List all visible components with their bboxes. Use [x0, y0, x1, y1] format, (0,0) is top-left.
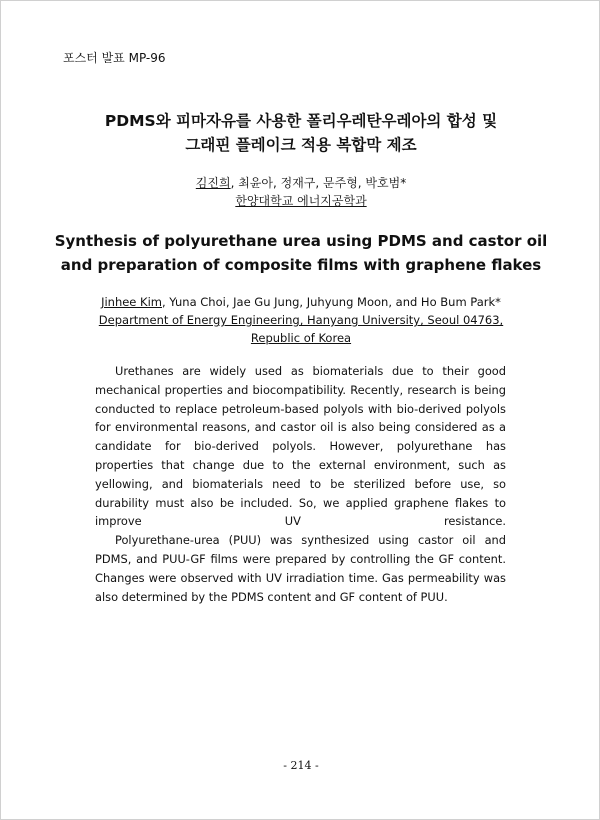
abstract-paragraph-1: Urethanes are widely used as biomaterials due to their good mechanical properties and biocompatibility. Recently, research is being conducted to replace petroleum-based polyols with bio-derived polyols for environmental reasons, and castor oil is also being considered as a candidate for bio-derived polyols. However, polyurethane has properties that change due to the external environment, such as yellowing, and biomaterials need to be sterilized before use, so durability must also be included. So, we applied graphene flakes to improve UV resistance. [95, 364, 506, 529]
session-label: 포스터 발표 MP-96 [63, 51, 166, 65]
abstract-paragraph-2: Polyurethane-urea (PUU) was synthesized using castor oil and PDMS, and PUU-GF films were prepared by controlling the GF content. Changes were observed with UV irradiation time. Gas permeability was also determined by the PDMS content and GF content of PUU. [95, 533, 506, 604]
english-authors-block [1, 293, 600, 347]
english-title-line-1: Synthesis of polyurethane urea using PDMS and castor oil [54, 232, 548, 250]
korean-title [1, 109, 600, 157]
page-number: - 214 - [283, 759, 319, 772]
english-author-line [1, 293, 600, 311]
korean-author-line [1, 174, 600, 192]
korean-title-line-1: PDMS와 피마자유를 사용한 폴리우레탄우레아의 합성 및 [104, 112, 498, 130]
korean-first-author: 김진희 [195, 176, 231, 190]
english-title [1, 229, 600, 277]
english-affiliation-line-2: Republic of Korea [250, 331, 352, 345]
english-title-line-2: and preparation of composite films with graphene flakes [60, 256, 542, 274]
korean-title-line-2: 그래핀 플레이크 적용 복합막 제조 [185, 136, 417, 154]
english-other-authors: , Yuna Choi, Jae Gu Jung, Juhyung Moon, and Ho Bum Park* [161, 295, 501, 309]
english-first-author: Jinhee Kim [101, 295, 162, 309]
korean-affiliation: 한양대학교 에너지공학과 [235, 194, 367, 208]
korean-authors-block [1, 174, 600, 210]
english-affiliation-line-1: Department of Energy Engineering, Hanyang University, Seoul 04763, [98, 313, 504, 327]
abstract-body [95, 362, 506, 606]
korean-other-authors: , 최윤아, 정재구, 문주형, 박호범* [230, 176, 407, 190]
